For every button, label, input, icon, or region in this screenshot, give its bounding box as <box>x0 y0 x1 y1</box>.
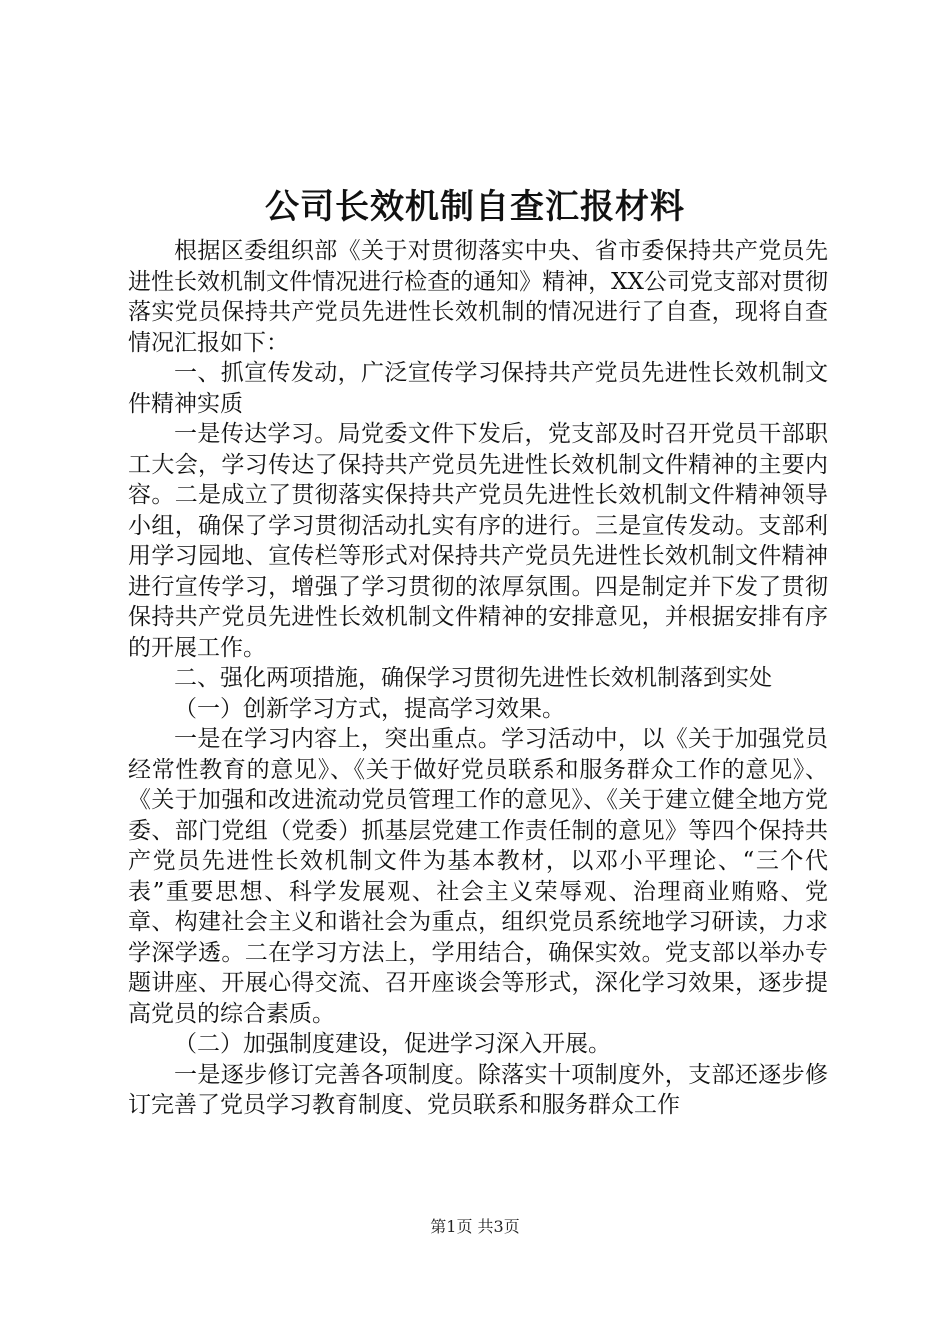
document-title: 公司长效机制自查汇报材料 <box>265 187 685 227</box>
subsection-heading: （一）创新学习方式，提高学习效果。 <box>174 695 565 722</box>
body-paragraph: 一是逐步修订完善各项制度。除落实十项制度外，支部还逐步修订完善了党员学习教育制度、党员联系和服务群众工作 <box>128 1061 828 1118</box>
body-paragraph: 根据区委组织部《关于对贯彻落实中央、省市委保持共产党员先进性长效机制文件情况进行检查的通知》精神，XX公司党支部对贯彻落实党员保持共产党员先进性长效机制的情况进行了自查，现将自查情况汇报如下： <box>128 238 828 356</box>
section-heading: 一、抓宣传发动，广泛宣传学习保持共产党员先进性长效机制文件精神实质 <box>128 360 828 417</box>
body-paragraph: 一是在学习内容上，突出重点。学习活动中，以《关于加强党员经常性教育的意见》、《关于做好党员联系和服务群众工作的意见》、《关于加强和改进流动党员管理工作的意见》、《关于建立健全地方党委、部门党组（党委）抓基层党建工作责任制的意见》等四个保持共产党员先进性长效机制文件为基本教材，以邓小平理论、“三个代表”重要思想、科学发展观、社会主义荣辱观、治理商业贿赂、党章、构建社会主义和谐社会为重点，组织党员系统地学习研读，力求学深学透。二在学习方法上，学用结合，确保实效。党支部以举办专题讲座、开展心得交流、召开座谈会等形式，深化学习效果，逐步提高党员的综合素质。 <box>128 726 828 1027</box>
section-heading: 二、强化两项措施，确保学习贯彻先进性长效机制落到实处 <box>174 665 772 691</box>
body-paragraph: 一是传达学习。局党委文件下发后，党支部及时召开党员干部职工大会，学习传达了保持共产党员先进性长效机制文件精神的主要内容。二是成立了贯彻落实保持共产党员先进性长效机制文件精神领导小组，确保了学习贯彻活动扎实有序的进行。三是宣传发动。支部利用学习园地、宣传栏等形式对保持共产党员先进性长效机制文件精神进行宣传学习，增强了学习贯彻的浓厚氛围。四是制定并下发了贯彻保持共产党员先进性长效机制文件精神的安排意见，并根据安排有序的开展工作。 <box>128 421 828 661</box>
document-body <box>128 236 828 1121</box>
page-number-footer: 第1页 共3页 <box>430 1217 520 1236</box>
subsection-heading: （二）加强制度建设，促进学习深入开展。 <box>174 1031 611 1057</box>
